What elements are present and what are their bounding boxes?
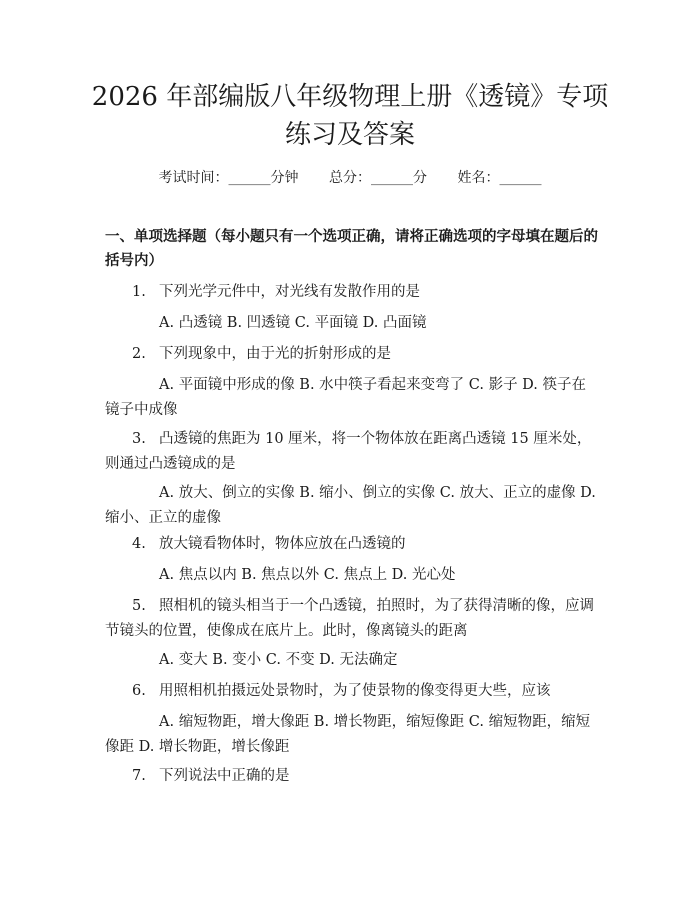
question-4-options: A. 焦点以内 B. 焦点以外 C. 焦点上 D. 光心处 [159,567,456,583]
question-4 [105,532,600,557]
question-6 [105,679,600,704]
question-number: 5. [132,598,146,614]
question-number: 6. [132,683,146,699]
exam-time: 考试时间：______分钟 [158,170,299,186]
question-5-options: A. 变大 B. 变小 C. 不变 D. 无法确定 [159,652,398,668]
question-text: 照相机的镜头相当于一个凸透镜，拍照时，为了获得清晰的像，应调节镜头的位置，使像成在底片上。此时，像离镜头的距离 [105,598,594,639]
exam-meta [0,168,700,188]
question-3 [105,427,600,477]
question-text: 凸透镜的焦距为 10 厘米，将一个物体放在距离凸透镜 15 厘米处，则通过凸透镜成的是 [105,431,592,472]
exam-score: 总分：______分 [329,170,427,186]
question-number: 7. [132,768,146,784]
exam-name: 姓名：______ [457,170,542,186]
question-text: 放大镜看物体时，物体应放在凸透镜的 [159,536,406,552]
question-text: 下列现象中，由于光的折射形成的是 [159,346,391,362]
section-heading: 一、单项选择题（每小题只有一个选项正确，请将正确选项的字母填在题后的括号内） [105,229,598,269]
question-6-options: A. 缩短物距，增大像距 B. 增长物距，缩短像距 C. 缩短物距，缩短像距 D. 增长物距，增长像距 [105,714,591,755]
title-line-2: 练习及答案 [284,120,415,150]
question-2 [105,342,600,367]
question-text: 用照相机拍摄远处景物时，为了使景物的像变得更大些，应该 [159,683,551,699]
question-text: 下列说法中正确的是 [159,768,290,784]
question-1-options: A. 凸透镜 B. 凹透镜 C. 平面镜 D. 凸面镜 [159,315,427,331]
question-number: 1. [132,284,146,300]
question-1 [105,280,600,305]
question-number: 2. [132,346,146,362]
question-5 [105,594,600,644]
title-line-1: 2026 年部编版八年级物理上册《透镜》专项 [91,82,609,112]
question-text: 下列光学元件中，对光线有发散作用的是 [159,284,420,300]
question-7 [105,764,600,789]
page-title [0,78,700,154]
question-number: 4. [132,536,146,552]
question-number: 3. [132,431,146,447]
question-2-options: A. 平面镜中形成的像 B. 水中筷子看起来变弯了 C. 影子 D. 筷子在镜子中成像 [105,377,587,418]
question-3-options: A. 放大、倒立的实像 B. 缩小、倒立的实像 C. 放大、正立的虚像 D. 缩小、正立的虚像 [105,485,596,526]
